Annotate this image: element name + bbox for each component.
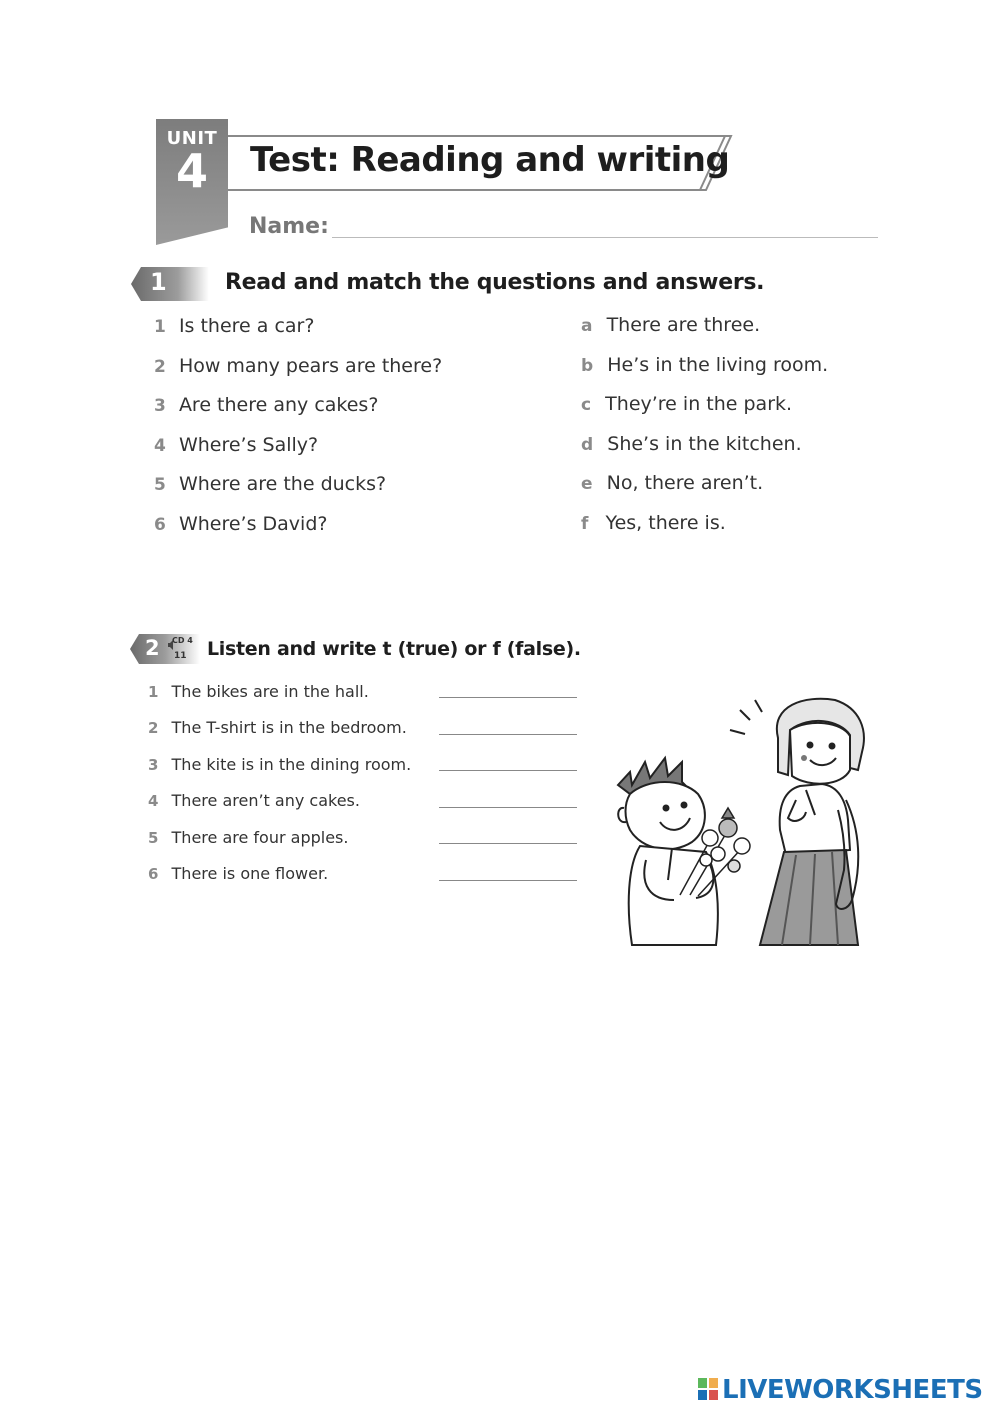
answer-item [581,354,828,376]
answer-text: Yes, there is. [605,512,726,534]
statement-text: There aren’t any cakes. [171,791,360,810]
answer-blank[interactable] [439,843,577,844]
statement-item [148,828,348,847]
statement-item [148,791,360,810]
question-item [154,394,378,416]
statement-number: 4 [148,792,159,810]
answer-blank[interactable] [439,807,577,808]
name-label: Name: [249,214,329,239]
answer-item [581,512,726,534]
section-2-number: 2 [145,636,160,660]
question-item [154,434,318,456]
answer-blank[interactable] [439,880,577,881]
statement-number: 3 [148,756,159,774]
statement-number: 2 [148,719,159,737]
question-text: Where are the ducks? [178,473,387,495]
statement-item [148,864,328,883]
statement-item [148,755,411,774]
statement-number: 5 [148,829,159,847]
statement-item [148,718,407,737]
question-item [154,473,386,495]
unit-label: UNIT [166,128,218,149]
answer-letter: d [581,435,594,455]
answer-item [581,433,802,455]
statement-text: The bikes are in the hall. [171,682,369,701]
answer-blank[interactable] [439,770,577,771]
statement-number: 1 [148,683,159,701]
statement-item [148,682,369,701]
question-text: Where’s David? [178,513,328,535]
answer-blank[interactable] [439,734,577,735]
answer-letter: e [581,474,593,494]
section-1-number: 1 [150,268,167,296]
statement-text: There are four apples. [171,828,349,847]
answer-text: He’s in the living room. [607,354,829,376]
question-item [154,355,442,377]
answer-letter: b [581,356,594,376]
section-1-badge [131,267,209,301]
question-number: 6 [154,515,166,535]
question-number: 1 [154,317,166,337]
boy-girl-flowers-illustration [610,690,872,952]
liveworksheets-brand: LIVEWORKSHEETS [722,1375,983,1405]
answer-blank[interactable] [439,697,577,698]
statement-number: 6 [148,865,159,883]
answer-item [581,472,763,494]
section-2-instruction: Listen and write t (true) or f (false). [207,638,581,660]
question-number: 4 [154,436,166,456]
question-text: How many pears are there? [178,355,443,377]
question-text: Where’s Sally? [178,434,319,456]
question-text: Are there any cakes? [178,394,379,416]
page-title: Test: Reading and writing [250,140,730,180]
question-number: 5 [154,475,166,495]
answer-letter: f [581,514,589,534]
answer-text: No, there aren’t. [606,472,764,494]
unit-number: 4 [175,144,208,198]
liveworksheets-logo-icon [698,1378,718,1400]
answer-text: They’re in the park. [605,393,793,415]
answer-letter: c [581,395,592,415]
question-number: 2 [154,357,166,377]
statement-text: The T-shirt is in the bedroom. [171,718,407,737]
cd-label: CD 4 [172,636,193,645]
question-item [154,513,327,535]
answer-item [581,314,760,336]
question-number: 3 [154,396,166,416]
answer-item [581,393,792,415]
answer-text: She’s in the kitchen. [607,433,802,455]
statement-text: There is one flower. [171,864,329,883]
question-item [154,315,314,337]
name-field[interactable] [332,237,878,238]
statement-text: The kite is in the dining room. [171,755,412,774]
cd-track: 11 [174,651,187,661]
section-1-instruction: Read and match the questions and answers. [225,270,765,295]
answer-letter: a [581,316,593,336]
question-text: Is there a car? [178,315,315,337]
answer-text: There are three. [606,314,761,336]
